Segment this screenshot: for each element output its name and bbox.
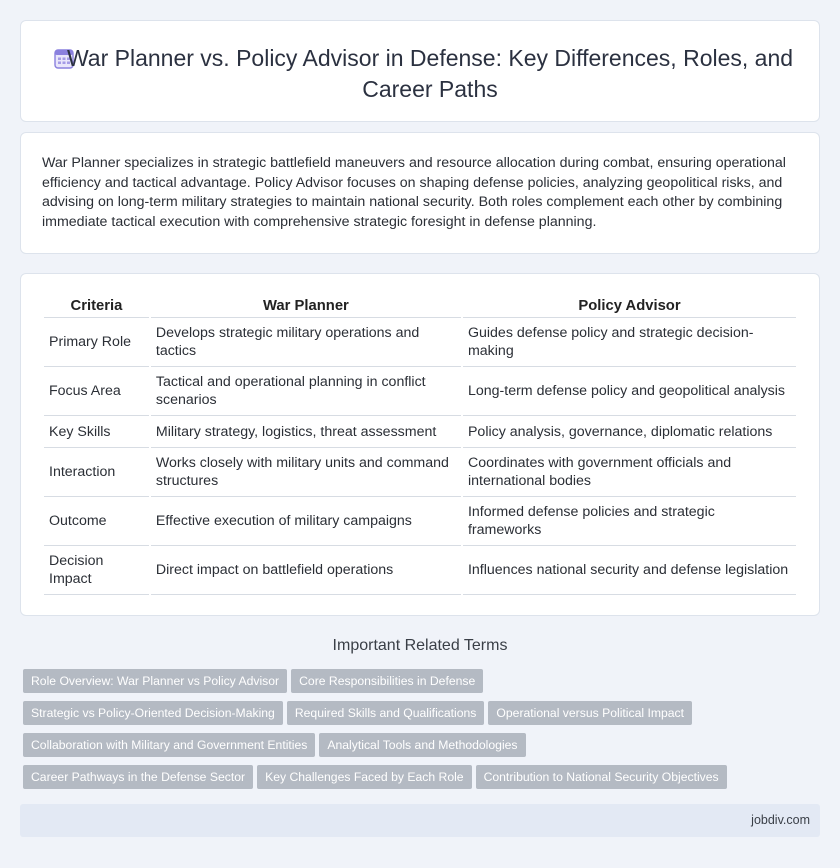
related-term-tag[interactable]: Role Overview: War Planner vs Policy Advisor — [23, 669, 287, 693]
comparison-card — [20, 273, 820, 616]
page-title-wrap — [61, 43, 799, 105]
table-row — [44, 546, 796, 595]
header-criteria: Criteria — [44, 294, 149, 318]
related-term-tag[interactable]: Strategic vs Policy-Oriented Decision-Making — [23, 701, 283, 725]
row-policy-advisor: Coordinates with government officials and international bodies — [463, 448, 796, 497]
header-policy-advisor: Policy Advisor — [463, 294, 796, 318]
row-war-planner: Military strategy, logistics, threat assessment — [151, 416, 461, 448]
row-criteria: Outcome — [44, 497, 149, 546]
row-policy-advisor: Influences national security and defense legislation — [463, 546, 796, 595]
footer-bar — [20, 804, 820, 837]
row-war-planner: Effective execution of military campaigns — [151, 497, 461, 546]
page-title: War Planner vs. Policy Advisor in Defense: Key Differences, Roles, and Career Paths — [66, 45, 794, 102]
row-criteria: Decision Impact — [44, 546, 149, 595]
related-term-tag[interactable]: Analytical Tools and Methodologies — [319, 733, 525, 757]
footer-site-link[interactable]: jobdiv.com — [751, 813, 810, 827]
comparison-table — [42, 294, 798, 595]
related-term-tag[interactable]: Contribution to National Security Objectives — [476, 765, 727, 789]
row-war-planner: Direct impact on battlefield operations — [151, 546, 461, 595]
table-row — [44, 416, 796, 448]
related-term-tag[interactable]: Operational versus Political Impact — [488, 701, 692, 725]
row-policy-advisor: Guides defense policy and strategic decision-making — [463, 318, 796, 367]
intro-paragraph: War Planner specializes in strategic battlefield maneuvers and resource allocation during combat, ensuring operational efficiency and tactical advantage. Policy Advisor focuses on shaping defense policies, analyzing geopolitical risks, and advising on long-term military strategies to maintain national security. Both roles complement each other by combining immediate tactical execution with comprehensive strategic foresight in defense planning. — [42, 155, 786, 230]
table-header-row — [44, 294, 796, 318]
row-criteria: Interaction — [44, 448, 149, 497]
row-criteria: Primary Role — [44, 318, 149, 367]
table-row — [44, 318, 796, 367]
row-war-planner: Works closely with military units and command structures — [151, 448, 461, 497]
related-terms-tags — [23, 669, 743, 797]
title-card — [20, 20, 820, 122]
table-row — [44, 497, 796, 546]
related-term-tag[interactable]: Career Pathways in the Defense Sector — [23, 765, 253, 789]
intro-card — [20, 132, 820, 254]
row-war-planner: Tactical and operational planning in conflict scenarios — [151, 367, 461, 416]
related-term-tag[interactable]: Core Responsibilities in Defense — [291, 669, 483, 693]
row-criteria: Focus Area — [44, 367, 149, 416]
related-term-tag[interactable]: Collaboration with Military and Government Entities — [23, 733, 315, 757]
row-policy-advisor: Policy analysis, governance, diplomatic relations — [463, 416, 796, 448]
row-policy-advisor: Long-term defense policy and geopolitical analysis — [463, 367, 796, 416]
table-row — [44, 367, 796, 416]
related-term-tag[interactable]: Key Challenges Faced by Each Role — [257, 765, 472, 789]
table-row — [44, 448, 796, 497]
row-policy-advisor: Informed defense policies and strategic frameworks — [463, 497, 796, 546]
related-term-tag[interactable]: Required Skills and Qualifications — [287, 701, 485, 725]
row-criteria: Key Skills — [44, 416, 149, 448]
row-war-planner: Develops strategic military operations and tactics — [151, 318, 461, 367]
related-terms-heading: Important Related Terms — [332, 637, 508, 654]
header-war-planner: War Planner — [151, 294, 461, 318]
